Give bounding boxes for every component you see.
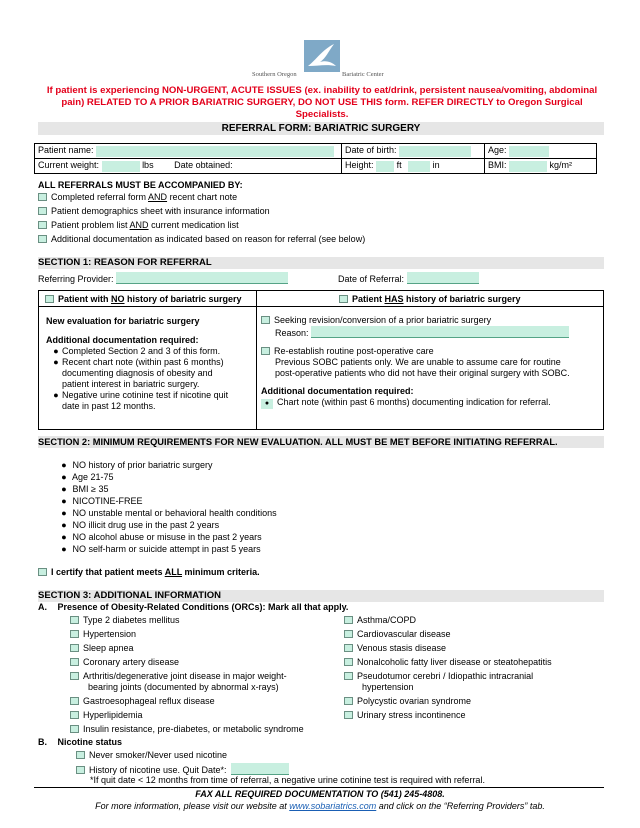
accompany-item[interactable] xyxy=(38,234,365,248)
reason-divider-v xyxy=(256,291,257,429)
checkbox[interactable] xyxy=(70,711,79,719)
nicotine-never-option[interactable] xyxy=(76,750,227,761)
checkbox[interactable] xyxy=(344,630,353,638)
orc-item[interactable] xyxy=(70,629,304,643)
list-item: ● Completed Section 2 and 3 of this form. xyxy=(53,346,221,356)
weight-label: Current weight: xyxy=(38,160,100,171)
logo-right-text: Bariatric Center xyxy=(342,71,384,78)
requirement-text: NO alcohol abuse or misuse in the past 2 years xyxy=(72,532,262,542)
accompany-item-text: Patient demographics sheet with insurance information xyxy=(51,206,270,216)
requirement-text: NO illicit drug use in the past 2 years xyxy=(72,520,220,530)
checkbox[interactable] xyxy=(344,672,353,680)
date-obtained-label: Date obtained: xyxy=(174,160,233,171)
accompany-item[interactable] xyxy=(38,192,365,206)
accompany-item-text: Patient problem list xyxy=(51,220,130,230)
referring-provider[interactable] xyxy=(38,272,288,285)
checkbox[interactable] xyxy=(344,616,353,624)
accompany-heading: ALL REFERRALS MUST BE ACCOMPANIED BY: xyxy=(38,180,243,190)
orc-text: Insulin resistance, pre-diabetes, or metabolic syndrome xyxy=(83,724,304,734)
section1-title: SECTION 1: REASON FOR REFERRAL xyxy=(38,257,604,269)
orc-item[interactable] xyxy=(344,657,552,671)
bmi-cell[interactable] xyxy=(485,159,597,174)
orc-item-cont xyxy=(70,682,304,696)
logo-bird-icon xyxy=(304,40,340,72)
fax-text: FAX ALL REQUIRED DOCUMENTATION TO (541) 245-4808. xyxy=(195,789,445,799)
orc-item-cont xyxy=(344,682,552,696)
checkbox[interactable] xyxy=(38,207,47,215)
no-history-text: Patient with xyxy=(58,294,112,304)
checkbox[interactable] xyxy=(261,347,270,355)
list-item: ● NO alcohol abuse or misuse in the past 2 years xyxy=(61,532,262,542)
dob-cell[interactable] xyxy=(342,144,485,159)
requirement-text: NO unstable mental or behavioral health conditions xyxy=(72,508,277,518)
orc-text: Venous stasis disease xyxy=(357,643,447,653)
section3-a-heading xyxy=(38,602,348,613)
checkbox[interactable] xyxy=(70,672,79,680)
kgm2-label: kg/m² xyxy=(549,160,573,171)
checkbox[interactable] xyxy=(344,697,353,705)
checkbox[interactable] xyxy=(70,616,79,624)
has-history-header[interactable] xyxy=(339,294,521,305)
patient-name-cell[interactable] xyxy=(35,144,342,159)
list-item xyxy=(50,401,228,412)
accompany-item-text: Completed referral form xyxy=(51,192,149,202)
accompany-item-text: current medication list xyxy=(148,220,239,230)
more-info xyxy=(0,801,640,812)
accompany-item-underline: AND xyxy=(148,192,168,202)
requirement-text: NO self-harm or suicide attempt in past 5 years xyxy=(72,544,261,554)
height-label: Height: xyxy=(345,160,374,171)
height-cell[interactable] xyxy=(342,159,485,174)
checkbox[interactable] xyxy=(76,751,85,759)
orc-item[interactable] xyxy=(344,696,552,710)
orc-item[interactable] xyxy=(344,629,552,643)
website-link[interactable]: www.sobariatrics.com xyxy=(289,801,377,811)
dob-label: Date of birth: xyxy=(345,145,397,156)
bullet-text: Recent chart note (within past 6 months) xyxy=(62,357,224,367)
section2-title: SECTION 2: MINIMUM REQUIREMENTS FOR NEW EVALUATION. ALL MUST BE MET BEFORE INITIATING REFERRAL. xyxy=(38,436,604,448)
reason-input[interactable] xyxy=(311,326,569,338)
orc-item[interactable] xyxy=(70,710,304,724)
orc-left-list xyxy=(70,615,304,738)
bullet-text: patient interest in bariatric surgery. xyxy=(62,379,200,389)
checkbox[interactable] xyxy=(38,193,47,201)
no-history-header[interactable] xyxy=(45,294,242,305)
orc-item[interactable] xyxy=(70,657,304,671)
list-item: ● NO self-harm or suicide attempt in past 5 years xyxy=(61,544,261,554)
checkbox[interactable] xyxy=(261,316,270,324)
orc-text: Sleep apnea xyxy=(83,643,134,653)
a-title: Presence of Obesity-Related Conditions (ORCs): Mark all that apply. xyxy=(57,602,349,612)
orc-text: Arthritis/degenerative joint disease in major weight- xyxy=(83,671,287,681)
orc-item[interactable] xyxy=(70,724,304,738)
right-addl-item xyxy=(261,397,551,409)
bullet-text: Negative urine cotinine test if nicotine quit xyxy=(62,390,229,400)
orc-text: Hyperlipidemia xyxy=(83,710,143,720)
has-history-underline: HAS xyxy=(384,294,404,304)
orc-item[interactable] xyxy=(344,643,552,657)
list-item xyxy=(50,368,228,379)
no-history-text: history of bariatric surgery xyxy=(124,294,242,304)
more-info-text: and click on the “Referring Providers” tab. xyxy=(376,801,545,811)
reason-label: Reason: xyxy=(275,328,309,338)
revision-text: Seeking revision/conversion of a prior bariatric surgery xyxy=(274,315,492,325)
list-item: ● Negative urine cotinine test if nicotine quit xyxy=(53,390,229,400)
list-item: ● NO history of prior bariatric surgery xyxy=(61,460,213,470)
list-item: ● BMI ≥ 35 xyxy=(61,484,109,494)
orc-item[interactable] xyxy=(70,671,304,682)
bmi-input[interactable] xyxy=(509,161,547,172)
right-addl-text: Chart note (within past 6 months) documenting indication for referral. xyxy=(277,397,551,407)
logo-left-text: Southern Oregon xyxy=(252,71,297,78)
orc-text: Pseudotumor cerebri / Idiopathic intracranial xyxy=(357,671,534,681)
quit-date-input[interactable] xyxy=(231,763,289,775)
orc-item[interactable] xyxy=(344,671,552,682)
checkbox[interactable] xyxy=(70,630,79,638)
date-of-referral-input[interactable] xyxy=(407,272,479,284)
accompany-item-text: recent chart note xyxy=(167,192,238,202)
accompany-list xyxy=(38,192,365,248)
reason-field[interactable] xyxy=(275,326,569,339)
orc-text: Gastroesophageal reflux disease xyxy=(83,696,215,706)
orc-text: Hypertension xyxy=(83,629,137,639)
bullet-text: Completed Section 2 and 3 of this form. xyxy=(62,346,221,356)
reason-divider-h xyxy=(39,306,603,307)
orc-text: Asthma/COPD xyxy=(357,615,417,625)
dob-input[interactable] xyxy=(399,146,471,157)
accompany-item-text: Additional documentation as indicated based on reason for referral (see below) xyxy=(51,234,366,244)
list-item: ● Age 21-75 xyxy=(61,472,114,482)
orc-item[interactable] xyxy=(344,615,552,629)
revision-option[interactable] xyxy=(261,315,491,326)
age-input[interactable] xyxy=(509,146,549,157)
referring-provider-input[interactable] xyxy=(116,272,288,284)
no-history-underline: NO xyxy=(111,294,125,304)
reason-box xyxy=(38,290,604,430)
certify-option[interactable] xyxy=(38,567,260,578)
checkbox[interactable] xyxy=(38,568,47,576)
age-label: Age: xyxy=(488,145,507,156)
orc-item[interactable] xyxy=(344,710,552,724)
checkbox[interactable] xyxy=(344,711,353,719)
orc-text: Polycystic ovarian syndrome xyxy=(357,696,472,706)
orc-text: Cardiovascular disease xyxy=(357,629,451,639)
orc-text: Type 2 diabetes mellitus xyxy=(83,615,180,625)
patient-info-grid xyxy=(34,143,597,174)
list-item: ● Recent chart note (within past 6 months) xyxy=(53,357,224,367)
certify-text: I certify that patient meets xyxy=(51,567,165,577)
checkbox[interactable] xyxy=(70,725,79,733)
orc-text: hypertension xyxy=(362,682,414,692)
requirement-text: NO history of prior bariatric surgery xyxy=(72,460,213,470)
left-bullets xyxy=(50,346,228,412)
footer-rule xyxy=(34,787,604,788)
has-history-text: history of bariatric surgery xyxy=(403,294,521,304)
certify-underline: ALL xyxy=(164,567,183,577)
list-item: ● NO illicit drug use in the past 2 years xyxy=(61,520,220,530)
accompany-item[interactable] xyxy=(38,220,365,234)
orc-text: bearing joints (documented by abnormal x-rays) xyxy=(88,682,279,692)
orc-item[interactable] xyxy=(70,696,304,710)
checkbox[interactable] xyxy=(76,766,85,774)
nicotine-history-text: History of nicotine use. Quit Date*: xyxy=(89,765,227,775)
accompany-item-underline: AND xyxy=(129,220,149,230)
checkbox[interactable] xyxy=(70,644,79,652)
more-info-text: For more information, please visit our website at xyxy=(95,801,290,811)
weight-cell[interactable] xyxy=(35,159,342,174)
reestablish-option[interactable] xyxy=(261,346,434,357)
bmi-label: BMI: xyxy=(488,160,507,171)
list-item: ● NICOTINE-FREE xyxy=(61,496,143,506)
nicotine-note: *If quit date < 12 months from time of referral, a negative urine cotinine test is required with referral. xyxy=(90,775,485,785)
orc-text: Nonalcoholic fatty liver disease or steatohepatitis xyxy=(357,657,552,667)
checkbox[interactable] xyxy=(70,697,79,705)
reestablish-text: Re-establish routine post-operative care xyxy=(274,346,434,356)
checkbox[interactable] xyxy=(344,644,353,652)
requirement-text: Age 21-75 xyxy=(72,472,114,482)
b-title: Nicotine status xyxy=(57,737,123,747)
nicotine-never-text: Never smoker/Never used nicotine xyxy=(89,750,228,760)
list-item: ● NO unstable mental or behavioral health conditions xyxy=(61,508,277,518)
requirement-text: BMI ≥ 35 xyxy=(72,484,109,494)
bullet-text: date in past 12 months. xyxy=(62,401,156,411)
date-of-referral-label: Date of Referral: xyxy=(338,274,405,284)
requirements-list xyxy=(58,460,277,556)
checkbox[interactable] xyxy=(38,221,47,229)
orc-item[interactable] xyxy=(70,615,304,629)
certify-text: minimum criteria. xyxy=(182,567,260,577)
in-label: in xyxy=(432,160,440,171)
form-title: REFERRAL FORM: BARIATRIC SURGERY xyxy=(38,122,604,135)
age-cell[interactable] xyxy=(485,144,597,159)
weight-input[interactable] xyxy=(102,161,140,172)
orc-text: Urinary stress incontinence xyxy=(357,710,466,720)
lbs-label: lbs xyxy=(142,160,154,171)
orc-right-list xyxy=(344,615,552,724)
checkbox[interactable] xyxy=(339,295,348,303)
referring-provider-label: Referring Provider: xyxy=(38,274,114,284)
left-addl-title: Additional documentation required: xyxy=(46,335,199,345)
a-label: A. xyxy=(38,602,47,612)
reestablish-note-2: post-operative patients who did not have their original surgery with SOBC. xyxy=(275,368,570,378)
bullet-marker: ● xyxy=(261,399,273,409)
orc-item[interactable] xyxy=(70,643,304,657)
date-of-referral[interactable] xyxy=(338,272,479,285)
new-eval-title: New evaluation for bariatric surgery xyxy=(46,316,200,326)
height-ft-input[interactable] xyxy=(376,161,394,172)
bullet-text: documenting diagnosis of obesity and xyxy=(62,368,213,378)
patient-name-label: Patient name: xyxy=(38,145,94,156)
requirement-text: NICOTINE-FREE xyxy=(72,496,143,506)
logo xyxy=(252,40,392,82)
checkbox[interactable] xyxy=(70,658,79,666)
checkbox[interactable] xyxy=(45,295,54,303)
has-history-text: Patient xyxy=(352,294,385,304)
warning-text: If patient is experiencing NON-URGENT, ACUTE ISSUES (ex. inability to eat/drink, persistent nausea/vomiting, abdominal pain) RELATED TO A PRIOR BARIATRIC SURGERY, DO NOT USE THIS form. REFER DIRECTLY to Oregon Surgical Specialists. xyxy=(46,85,598,120)
b-label: B. xyxy=(38,737,47,747)
section3-title: SECTION 3: ADDITIONAL INFORMATION xyxy=(38,590,604,602)
accompany-item[interactable] xyxy=(38,206,365,220)
right-addl-title: Additional documentation required: xyxy=(261,386,414,396)
ft-label: ft xyxy=(396,160,402,171)
height-in-input[interactable] xyxy=(408,161,430,172)
checkbox[interactable] xyxy=(344,658,353,666)
checkbox[interactable] xyxy=(38,235,47,243)
reestablish-note-1: Previous SOBC patients only. We are unable to assume care for routine xyxy=(275,357,561,367)
patient-name-input[interactable] xyxy=(96,146,334,157)
list-item xyxy=(50,379,228,390)
orc-text: Coronary artery disease xyxy=(83,657,180,667)
section3-b-heading xyxy=(38,737,122,748)
